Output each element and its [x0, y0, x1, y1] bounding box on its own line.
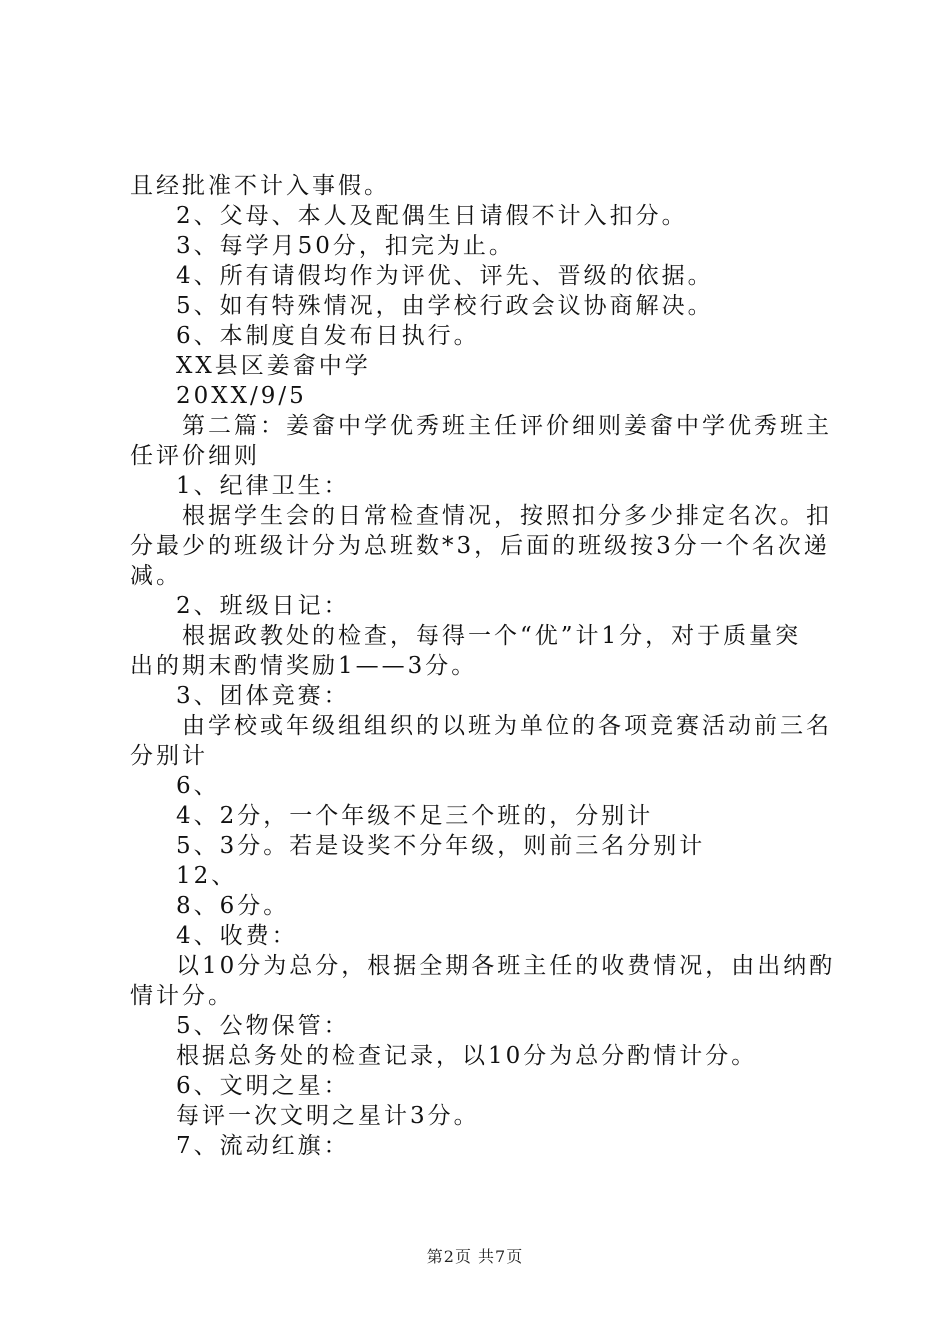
text-line: 出的期末酌情奖励1——3分。: [130, 653, 478, 679]
text-line: 20XX/9/5: [176, 383, 307, 409]
text-line: 6、: [176, 773, 220, 799]
text-line: 4、收费：: [176, 923, 298, 949]
text-line: 2、父母、本人及配偶生日请假不计入扣分。: [176, 203, 688, 229]
text-line: 情计分。: [130, 983, 234, 1009]
text-line: 3、团体竞赛：: [176, 683, 350, 709]
text-line: 1、纪律卫生：: [176, 473, 350, 499]
text-line: 3、每学月50分，扣完为止。: [176, 233, 515, 259]
text-line: 7、流动红旗：: [176, 1133, 350, 1159]
text-line: 4、所有请假均作为评优、评先、晋级的依据。: [176, 263, 714, 289]
page-footer: 第2页 共7页: [426, 1247, 524, 1266]
text-line: 每评一次文明之星计3分。: [176, 1103, 480, 1129]
text-line: 6、文明之星：: [176, 1073, 350, 1099]
text-line: 且经批准不计入事假。: [130, 173, 390, 199]
text-line: 分最少的班级计分为总班数*3，后面的班级按3分一个名次递: [130, 533, 830, 559]
text-line: 6、本制度自发布日执行。: [176, 323, 480, 349]
text-line: 减。: [130, 563, 182, 589]
text-line: 5、公物保管：: [176, 1013, 350, 1039]
text-line: 根据学生会的日常检查情况，按照扣分多少排定名次。扣: [182, 503, 832, 529]
text-line: XX县区姜畲中学: [176, 353, 371, 379]
text-line: 5、3分。若是设奖不分年级，则前三名分别计: [176, 833, 706, 859]
text-line: 以10分为总分，根据全期各班主任的收费情况，由出纳酌: [176, 953, 836, 979]
text-line: 8、6分。: [176, 893, 290, 919]
text-line: 任评价细则: [130, 443, 260, 469]
text-line: 5、如有特殊情况，由学校行政会议协商解决。: [176, 293, 714, 319]
text-line: 分别计: [130, 743, 208, 769]
text-line: 第二篇：姜畲中学优秀班主任评价细则姜畲中学优秀班主: [182, 413, 832, 439]
text-line: 12、: [176, 863, 238, 889]
text-line: 2、班级日记：: [176, 593, 350, 619]
text-line: 根据政教处的检查，每得一个“优”计1分，对于质量突: [182, 623, 802, 649]
text-line: 根据总务处的检查记录，以10分为总分酌情计分。: [176, 1043, 758, 1069]
text-line: 由学校或年级组组织的以班为单位的各项竞赛活动前三名: [182, 713, 832, 739]
text-line: 4、2分，一个年级不足三个班的，分别计: [176, 803, 654, 829]
document-body: [130, 171, 836, 1161]
